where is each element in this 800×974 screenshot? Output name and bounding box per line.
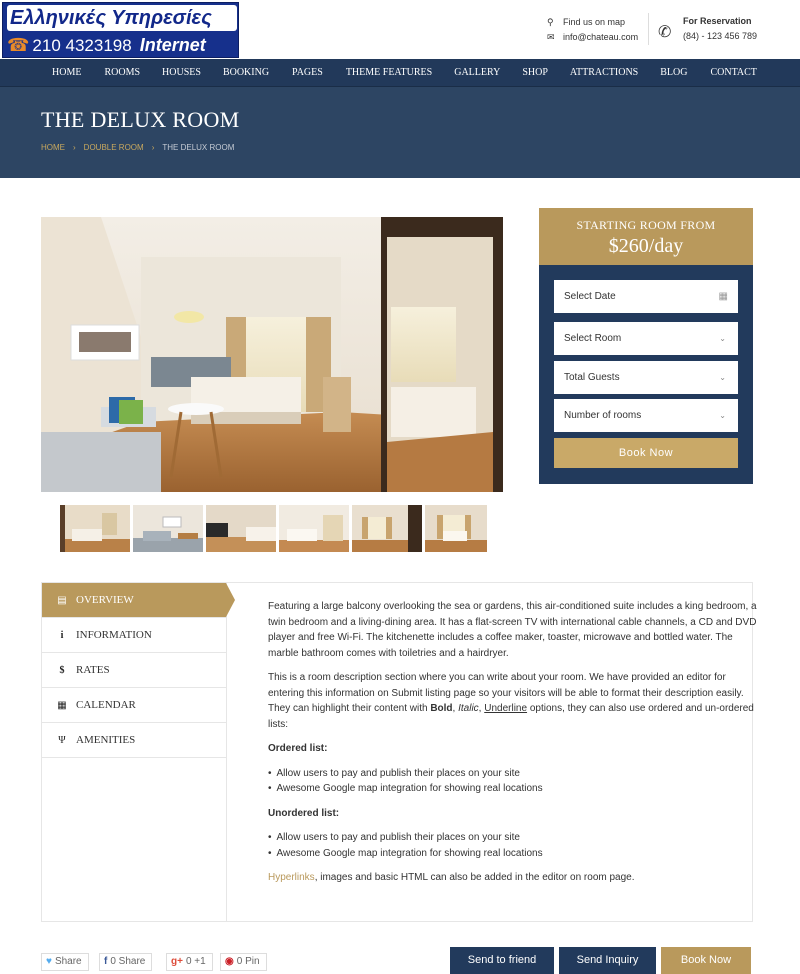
- twitter-icon: ♥: [46, 956, 52, 967]
- envelope-icon: ✉: [547, 32, 555, 42]
- list-item: • Awesome Google map integration for showing real locations: [268, 781, 764, 797]
- facebook-share-button[interactable]: [99, 953, 152, 971]
- tab-information[interactable]: [42, 618, 226, 653]
- thumbnail[interactable]: [352, 505, 422, 552]
- googleplus-share-button[interactable]: [166, 953, 213, 971]
- booking-widget: [539, 208, 753, 484]
- tab-label: CALENDAR: [76, 699, 136, 711]
- twitter-share-button[interactable]: [41, 953, 89, 971]
- contact-info: [547, 15, 638, 45]
- text-span: ,: [478, 703, 485, 714]
- share-label: 0 Pin: [236, 956, 260, 967]
- email-link[interactable]: [547, 30, 638, 45]
- nav-item-theme-features[interactable]: THEME FEATURES: [345, 67, 433, 78]
- nav-item-rooms[interactable]: ROOMS: [104, 67, 141, 78]
- divider: [648, 13, 649, 45]
- tab-rates[interactable]: [42, 653, 226, 688]
- room-details: [41, 582, 757, 922]
- tab-label: RATES: [76, 664, 110, 676]
- rooms-count-select[interactable]: [554, 399, 738, 432]
- breadcrumb-home[interactable]: HOME: [41, 143, 65, 152]
- share-label: 0 Share: [110, 956, 146, 967]
- description-paragraph: [268, 670, 764, 732]
- room-price: $260/day: [608, 235, 684, 257]
- facebook-icon: f: [104, 956, 108, 967]
- send-to-friend-button[interactable]: Send to friend: [450, 947, 554, 974]
- map-link-label: Find us on map: [563, 17, 626, 27]
- unordered-list: [268, 830, 764, 861]
- chevron-down-icon: ⌄: [719, 373, 726, 382]
- thumbnail[interactable]: [133, 505, 203, 552]
- site-logo[interactable]: [2, 2, 239, 58]
- document-icon: ▤: [57, 595, 67, 606]
- date-picker-label: Select Date: [564, 291, 616, 302]
- nav-item-booking[interactable]: BOOKING: [222, 67, 270, 78]
- ordered-list-title: Ordered list:: [268, 743, 328, 754]
- page-header: [0, 87, 800, 178]
- cutlery-icon: Ψ: [58, 735, 66, 746]
- detail-tabs: [42, 583, 227, 921]
- googleplus-icon: g+: [171, 956, 183, 967]
- hyperlinks-link[interactable]: Hyperlinks: [268, 872, 315, 883]
- nav-item-attractions[interactable]: ATTRACTIONS: [569, 67, 639, 78]
- breadcrumb-current: THE DELUX ROOM: [162, 143, 235, 152]
- list-item: • Awesome Google map integration for showing real locations: [268, 846, 764, 862]
- chevron-down-icon: ⌄: [719, 411, 726, 420]
- nav-item-pages[interactable]: PAGES: [292, 67, 323, 78]
- underline-text: Underline: [484, 703, 528, 714]
- date-picker[interactable]: [554, 280, 738, 313]
- pinterest-icon: ◉: [225, 956, 234, 967]
- book-now-button[interactable]: Book Now: [554, 438, 738, 468]
- dollar-icon: $: [59, 665, 65, 676]
- nav-item-home[interactable]: HOME: [52, 67, 82, 78]
- ordered-list: [268, 766, 764, 797]
- unordered-list-title: Unordered list:: [268, 807, 340, 819]
- reservation-title: For Reservation: [683, 16, 752, 26]
- tab-amenities[interactable]: [42, 723, 226, 758]
- room-main-photo[interactable]: [41, 217, 503, 492]
- tab-label: OVERVIEW: [76, 594, 134, 606]
- text-span: options, they can also use ordered and un-ordered lists:: [268, 703, 754, 730]
- starting-label: STARTING ROOM FROM: [576, 218, 716, 232]
- breadcrumb: [41, 143, 234, 152]
- guests-select-label: Total Guests: [564, 372, 620, 383]
- room-select-label: Select Room: [564, 333, 622, 344]
- tab-overview[interactable]: [42, 583, 226, 618]
- map-link[interactable]: [547, 15, 638, 30]
- nav-item-houses[interactable]: HOUSES: [162, 67, 201, 78]
- reservation-phone[interactable]: (84) - 123 456 789: [683, 31, 758, 41]
- book-now-footer-button[interactable]: Book Now: [661, 947, 751, 974]
- pinterest-share-button[interactable]: [220, 953, 267, 971]
- overview-paragraph: Featuring a large balcony overlooking the sea or gardens, this air-conditioned suite includes a king bedroom, a twin bedroom and a living-dining area. It has a flat-screen TV with international cable channels, a CD and DVD player and free Wi-Fi. The kitchenette includes a coffee maker, toaster, microwave and bottled water. The marble bathroom comes with toiletries and a hairdryer.: [268, 601, 757, 659]
- list-item: • Allow users to pay and publish their places on your site: [268, 766, 764, 782]
- nav-item-shop[interactable]: SHOP: [522, 67, 548, 78]
- logo-title: Ελληνικές Υπηρεσίες: [7, 5, 237, 31]
- price-header: [539, 208, 753, 265]
- guests-select[interactable]: [554, 361, 738, 394]
- breadcrumb-parent[interactable]: DOUBLE ROOM: [83, 143, 144, 152]
- telephone-icon: ☎: [7, 35, 30, 55]
- phone-icon: ✆: [658, 24, 672, 41]
- text-span: , images and basic HTML can also be added in the editor on room page.: [314, 872, 635, 883]
- nav-item-contact[interactable]: CONTACT: [710, 67, 757, 78]
- share-label: 0 +1: [185, 956, 206, 967]
- overview-content: [268, 599, 764, 895]
- chevron-down-icon: ⌄: [719, 334, 726, 343]
- italic-text: Italic: [458, 703, 479, 714]
- email-label: info@chateau.com: [563, 32, 639, 42]
- list-item: • Allow users to pay and publish their places on your site: [268, 830, 764, 846]
- tab-calendar[interactable]: [42, 688, 226, 723]
- share-label: Share: [54, 956, 82, 967]
- map-pin-icon: ⚲: [547, 17, 554, 27]
- send-inquiry-button[interactable]: Send Inquiry: [559, 947, 656, 974]
- nav-item-blog[interactable]: BLOG: [660, 67, 688, 78]
- thumbnail[interactable]: [425, 505, 495, 552]
- chevron-right-icon: ›: [151, 143, 155, 152]
- chevron-right-icon: ›: [73, 143, 76, 152]
- thumbnail[interactable]: [60, 505, 130, 552]
- thumbnail[interactable]: [206, 505, 276, 552]
- calendar-icon: ▦: [718, 291, 728, 302]
- page-title: THE DELUX ROOM: [41, 107, 240, 132]
- closing-paragraph: [268, 870, 764, 886]
- text-span: This is a room description section where you can write about your room. We have provided an editor for entering this information on Submit listing page so your visitors will be able to format their description easily. They can highlight their content with: [268, 672, 744, 714]
- tab-label: AMENITIES: [76, 734, 136, 746]
- bold-text: Bold: [430, 703, 453, 714]
- rooms-count-label: Number of rooms: [564, 410, 642, 421]
- tab-label: INFORMATION: [76, 629, 152, 641]
- logo-tag: Internet: [139, 35, 206, 55]
- thumbnail[interactable]: [279, 505, 349, 552]
- room-select[interactable]: [554, 322, 738, 355]
- photo-thumbnails: [60, 505, 495, 552]
- logo-phone: 210 4323198: [32, 36, 132, 55]
- main-nav: [0, 59, 800, 87]
- calendar-icon: ▦: [57, 700, 67, 711]
- top-bar: [0, 0, 800, 59]
- nav-item-gallery[interactable]: GALLERY: [454, 67, 501, 78]
- info-icon: i: [60, 630, 64, 641]
- logo-phone-line: [7, 34, 206, 57]
- text-span: ,: [452, 703, 459, 714]
